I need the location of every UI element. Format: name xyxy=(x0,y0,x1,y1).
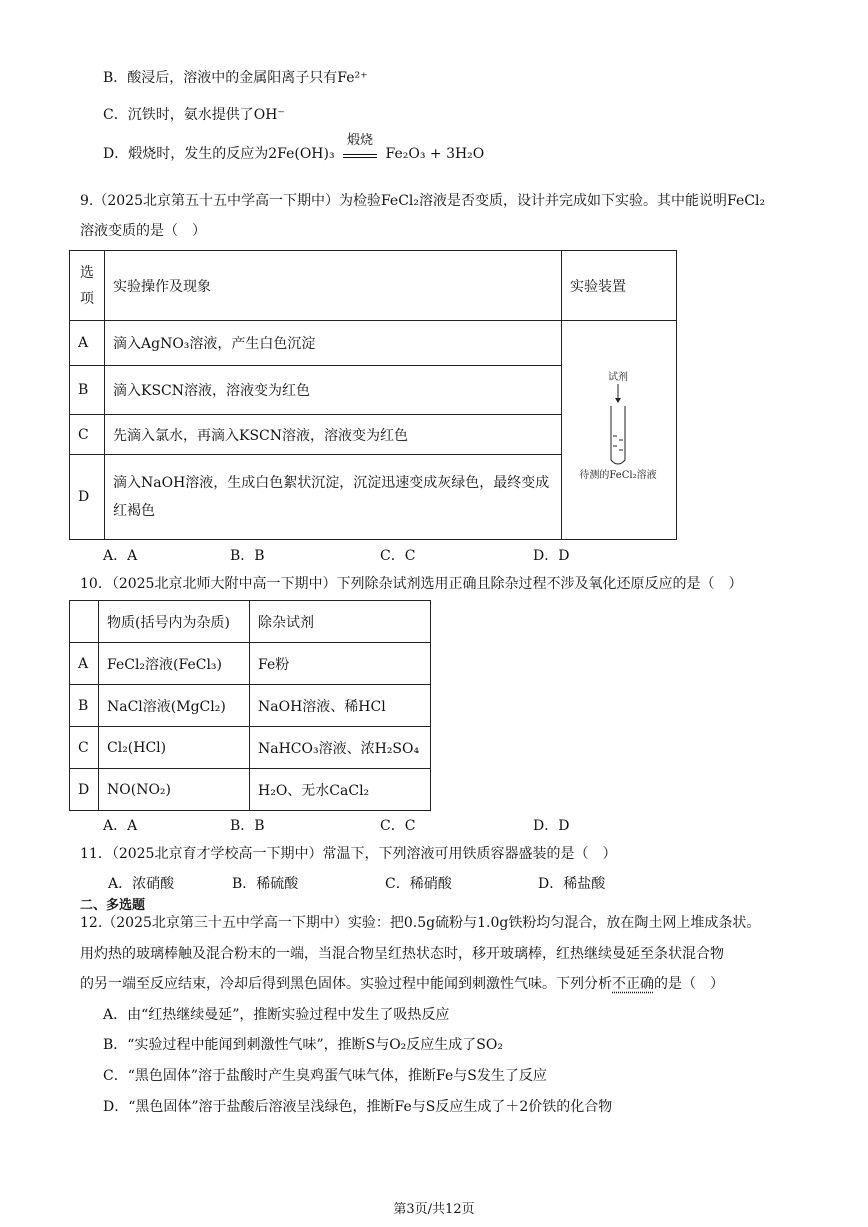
q12-stem-line2: 用灼热的玻璃棒触及混合粉末的一端，当混合物呈红热状态时，移开玻璃棒，红热继续曼延至条状混合物 xyxy=(80,946,724,962)
apparatus-bottom-label: 待测的FeCl₂溶液 xyxy=(579,470,657,481)
q10-row-key: B xyxy=(70,685,99,727)
q9-row-key: A xyxy=(70,321,105,366)
q10-choice-b: B．B xyxy=(230,818,265,834)
q8-d-condition: 煅烧 xyxy=(347,133,374,148)
q10-row-substance: FeCl₂溶液(FeCl₃) xyxy=(99,643,250,685)
q10-choice-d: D．D xyxy=(533,818,570,834)
section-title: 二、多选题 xyxy=(80,898,146,913)
q12-option-b: B．“实验过程中能闻到刺激性气味”，推断S与O₂反应生成了SO₂ xyxy=(103,1037,503,1053)
q11-choice-b: B．稀硫酸 xyxy=(232,876,299,892)
q8-d-products: Fe₂O₃ + 3H₂O xyxy=(385,146,485,162)
q10-row-reagent: H₂O、无水CaCl₂ xyxy=(250,769,431,811)
q10-table xyxy=(69,600,431,811)
q8-option-c: C．沉铁时，氨水提供了OH⁻ xyxy=(103,107,285,123)
q12-option-c: C．“黑色固体”溶于盐酸时产生臭鸡蛋气味气体，推断Fe与S发生了反应 xyxy=(103,1068,547,1084)
page-number: 第3页/共12页 xyxy=(393,1202,475,1217)
q9-row-key: C xyxy=(70,415,105,455)
q10-row-substance: Cl₂(HCl) xyxy=(99,727,250,769)
q11-choice-a: A．浓硝酸 xyxy=(108,876,175,892)
q9-apparatus-cell xyxy=(562,321,677,540)
q12-stem-line3-a: 的另一端至反应结束，冷却后得到黑色固体。实验过程中能闻到刺激性气味。下列分析 xyxy=(80,976,612,992)
q9-choice-a: A．A xyxy=(103,548,138,564)
q9-table xyxy=(69,250,677,540)
q10-stem: 10．（2025北京北师大附中高一下期中）下列除杂试剂选用正确且除杂过程不涉及氧化还原反应的是（ ） xyxy=(80,576,743,592)
q8-d-arrow xyxy=(343,133,377,158)
q10-row-reagent: NaHCO₃溶液、浓H₂SO₄ xyxy=(250,727,431,769)
q12-stem-emphasis: 不正确 xyxy=(612,976,654,992)
q12-stem-line1: 12.（2025北京第三十五中学高一下期中）实验：把0.5g硫粉与1.0g铁粉均匀混合，放在陶土网上堆成条状。 xyxy=(80,915,761,931)
q10-row-substance: NO(NO₂) xyxy=(99,769,250,811)
q9-stem-line1: 9.（2025北京第五十五中学高一下期中）为检验FeCl₂溶液是否变质，设计并完成如下实验。其中能说明FeCl₂ xyxy=(80,193,766,209)
q10-header-substance: 物质(括号内为杂质) xyxy=(99,601,250,643)
q10-row-substance: NaCl溶液(MgCl₂) xyxy=(99,685,250,727)
q10-row-reagent: Fe粉 xyxy=(250,643,431,685)
q9-header-apparatus: 实验装置 xyxy=(562,251,677,321)
q9-stem-line2: 溶液变质的是（ ） xyxy=(80,223,206,239)
q11-choice-d: D．稀盐酸 xyxy=(538,876,606,892)
q10-row-key: C xyxy=(70,727,99,769)
q9-row-key: B xyxy=(70,366,105,415)
q8-option-d xyxy=(103,133,485,163)
apparatus-top-label: 试剂 xyxy=(608,372,628,383)
q9-row-text: 先滴入氯水，再滴入KSCN溶液，溶液变为红色 xyxy=(105,415,562,455)
q8-d-prefix: D．煅烧时，发生的反应为2Fe(OH)₃ xyxy=(103,146,335,162)
q10-row-key: A xyxy=(70,643,99,685)
q9-choice-b: B．B xyxy=(230,548,265,564)
q10-choice-c: C．C xyxy=(380,818,416,834)
test-tube-diagram xyxy=(564,368,674,488)
q10-row-key: D xyxy=(70,769,99,811)
q10-choice-a: A．A xyxy=(103,818,138,834)
q12-stem-line3-b: 的是（ ） xyxy=(654,976,724,992)
q9-row-text: 滴入NaOH溶液，生成白色絮状沉淀，沉淀迅速变成灰绿色，最终变成红褐色 xyxy=(105,455,562,540)
q11-choice-c: C．稀硝酸 xyxy=(385,876,452,892)
q9-choice-d: D．D xyxy=(533,548,570,564)
q11-stem: 11．（2025北京育才学校高一下期中）常温下，下列溶液可用铁质容器盛装的是（ ） xyxy=(80,846,617,862)
q10-row-reagent: NaOH溶液、稀HCl xyxy=(250,685,431,727)
q12-stem-line3 xyxy=(80,973,724,993)
q10-header-reagent: 除杂试剂 xyxy=(250,601,431,643)
q9-header-option: 选项 xyxy=(70,251,105,321)
q12-option-a: A．由“红热继续曼延”，推断实验过程中发生了吸热反应 xyxy=(103,1007,450,1023)
q12-option-d: D．“黑色固体”溶于盐酸后溶液呈浅绿色，推断Fe与S反应生成了＋2价铁的化合物 xyxy=(103,1099,613,1115)
q9-row-text: 滴入KSCN溶液，溶液变为红色 xyxy=(105,366,562,415)
q10-header-blank xyxy=(70,601,99,643)
q9-header-operation: 实验操作及现象 xyxy=(105,251,562,321)
q8-option-b: B．酸浸后，溶液中的金属阳离子只有Fe²⁺ xyxy=(103,70,368,86)
q9-choice-c: C．C xyxy=(380,548,416,564)
q9-row-key: D xyxy=(70,455,105,540)
q9-row-text: 滴入AgNO₃溶液，产生白色沉淀 xyxy=(105,321,562,366)
